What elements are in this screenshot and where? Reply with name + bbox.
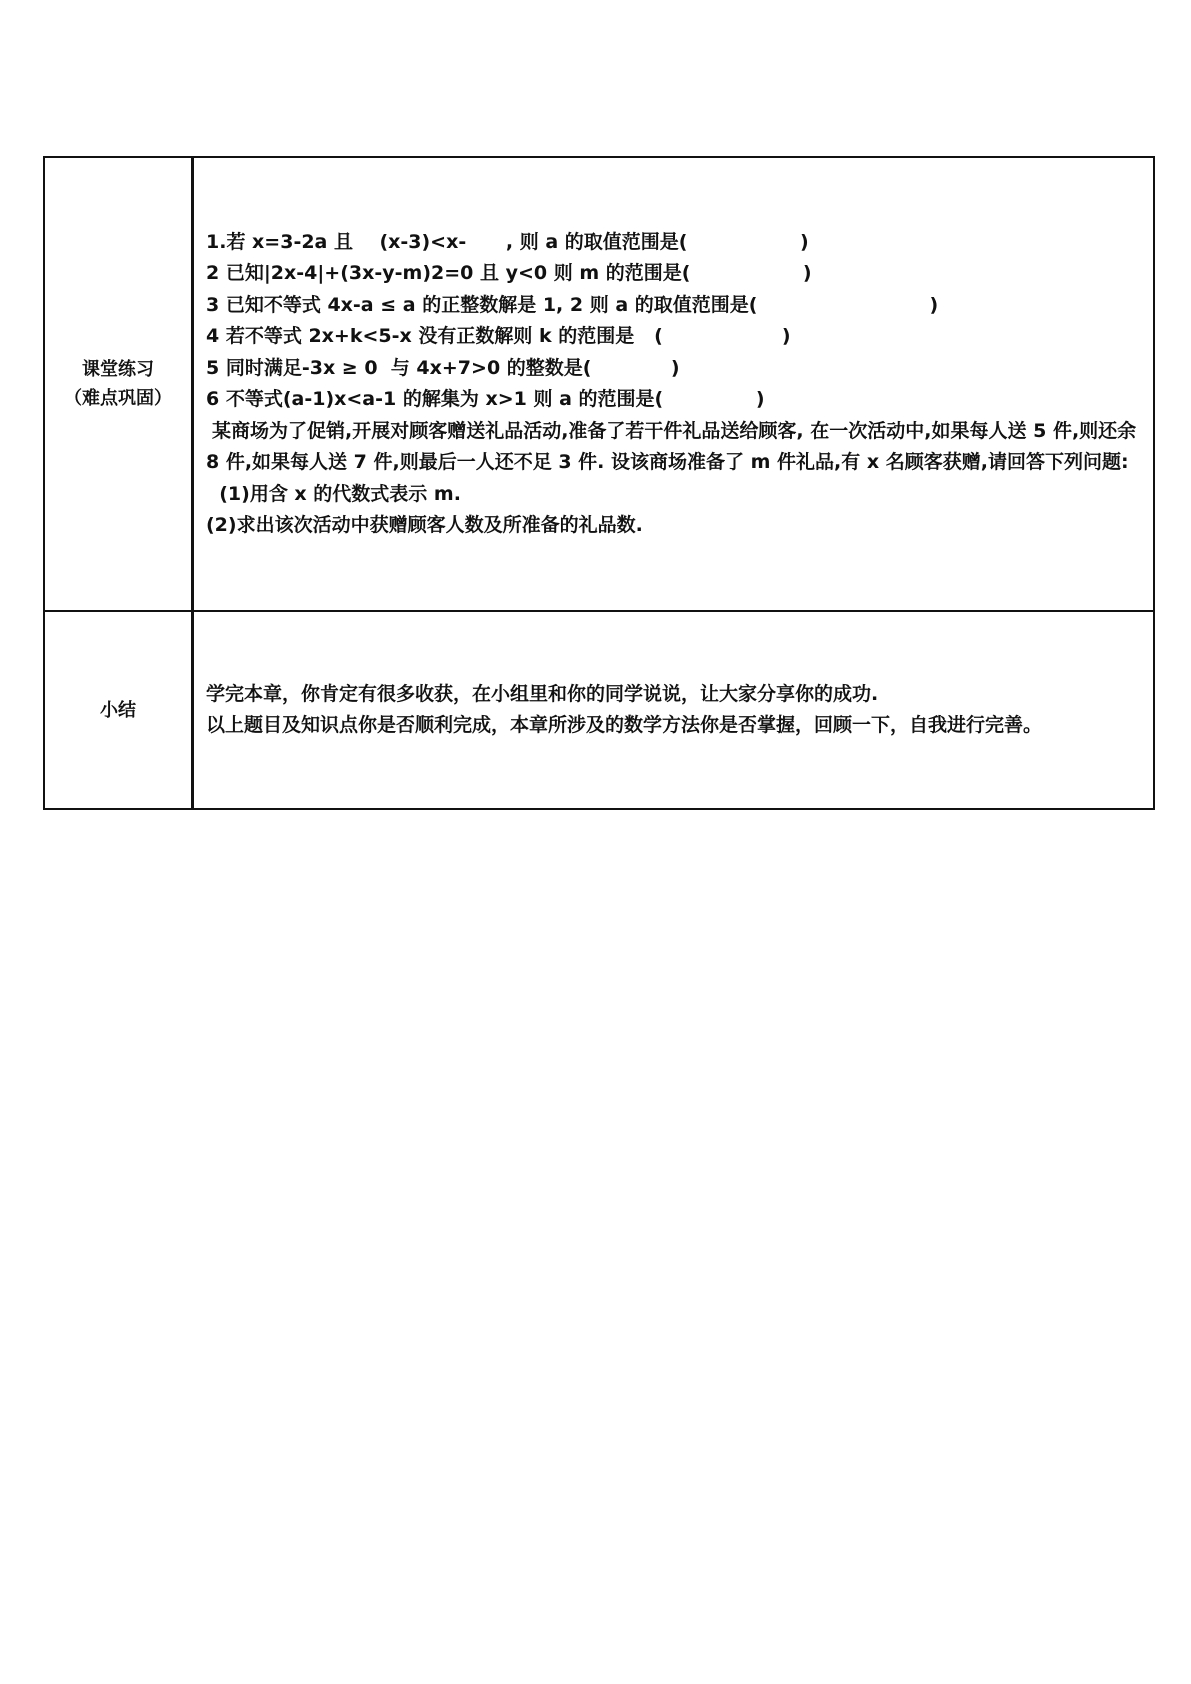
practice-label-line2: （难点巩固） <box>64 388 172 409</box>
summary-line-2: 以上题目及知识点你是否顺利完成，本章所涉及的数学方法你是否掌握，回顾一下，自我进行完善。 <box>206 714 1043 736</box>
practice-content-cell <box>193 157 1155 611</box>
word-problem-part-2: (2)求出该次活动中获赠顾客人数及所准备的礼品数. <box>206 514 643 536</box>
exercise-item-2: 2 已知|2x-4|+(3x-y-m)2=0 且 y<0 则 m 的范围是( ) <box>206 262 812 284</box>
word-problem: 某商场为了促销,开展对顾客赠送礼品活动,准备了若干件礼品送给顾客, 在一次活动中,如果每人送 5 件,则还余 8 件,如果每人送 7 件,则最后一人还不足 3 件. 设该商场准备了 m 件礼品,有 x 名顾客获赠,请回答下列问题: <box>206 419 1137 473</box>
exercise-item-4: 4 若不等式 2x+k<5-x 没有正数解则 k 的范围是 ( ) <box>206 325 791 347</box>
exercise-item-6: 6 不等式(a-1)x<a-1 的解集为 x>1 则 a 的范围是( ) <box>206 388 765 410</box>
word-problem-part-1: (1)用含 x 的代数式表示 m. <box>206 482 461 505</box>
summary-label: 小结 <box>100 699 136 721</box>
practice-row <box>44 157 1154 611</box>
exercise-item-1: 1.若 x=3-2a 且 (x-3)<x- , 则 a 的取值范围是( ) <box>206 230 809 253</box>
summary-label-cell <box>44 611 193 809</box>
summary-line-1: 学完本章，你肯定有很多收获，在小组里和你的同学说说，让大家分享你的成功. <box>206 682 879 705</box>
lesson-table <box>43 156 1155 810</box>
practice-label-cell <box>44 157 193 611</box>
exercise-item-3: 3 已知不等式 4x-a ≤ a 的正整数解是 1, 2 则 a 的取值范围是( ) <box>206 293 939 316</box>
summary-row <box>44 611 1154 809</box>
practice-label-line1: 课堂练习 <box>82 359 154 380</box>
exercise-item-5: 5 同时满足-3x ≥ 0 与 4x+7>0 的整数是( ) <box>206 356 680 379</box>
summary-content-cell <box>193 611 1155 809</box>
